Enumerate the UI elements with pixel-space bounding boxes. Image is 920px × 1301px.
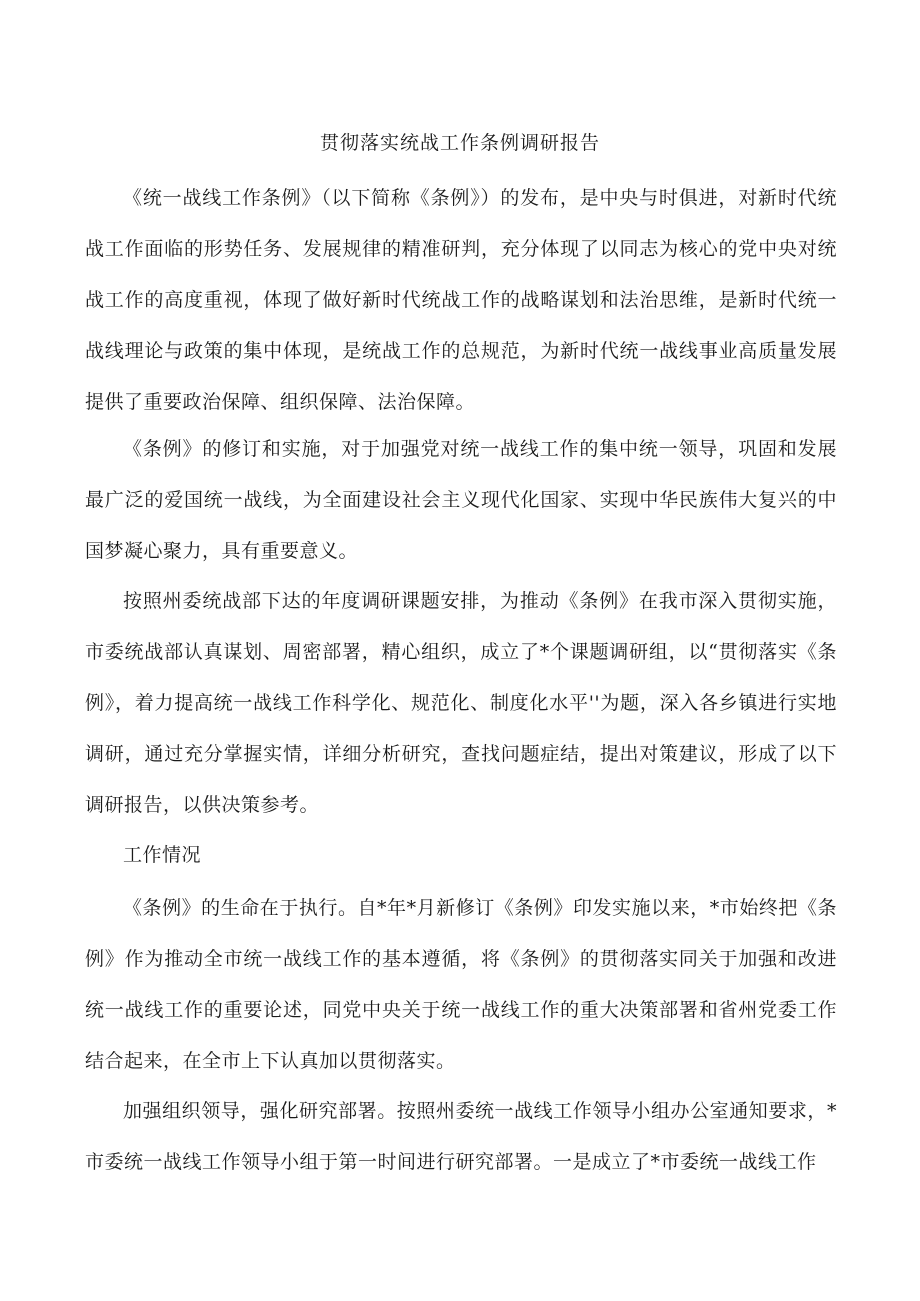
paragraph-research-arrangement: 按照州委统战部下达的年度调研课题安排，为推动《条例》在我市深入贯彻实施，市委统战部认真谋划、周密部署，精心组织，成立了*个课题调研组，以“贯彻落实《条例》，着力提高统一战线工作科学化、规范化、制度化水平''为题，深入各乡镇进行实地调研，通过充分掌握实情，详细分析研究，查找问题症结，提出对策建议，形成了以下调研报告，以供决策参考。	[85, 590, 837, 816]
paragraph-organization-leadership: 加强组织领导，强化研究部署。按照州委统一战线工作领导小组办公室通知要求，*市委统一战线工作领导小组于第一时间进行研究部署。一是成立了*市委统一战线工作	[85, 1100, 837, 1173]
paragraph-implementation: 《条例》的生命在于执行。自*年*月新修订《条例》印发实施以来，*市始终把《条例》作为推动全市统一战线工作的基本遵循，将《条例》的贯彻落实同关于加强和改进统一战线工作的重要论述，同党中央关于统一战线工作的重大决策部署和省州党委工作结合起来，在全市上下认真加以贯彻落实。	[85, 897, 837, 1072]
paragraph-intro: 《统一战线工作条例》（以下简称《条例》）的发布，是中央与时俱进，对新时代统战工作面临的形势任务、发展规律的精准研判，充分体现了以同志为核心的党中央对统战工作的高度重视，体现了做好新时代统战工作的战略谋划和法治思维，是新时代统一战线理论与政策的集中体现，是统战工作的总规范，为新时代统一战线事业高质量发展提供了重要政治保障、组织保障、法治保障。	[85, 187, 837, 413]
section-heading-work-situation: 工作情况	[123, 844, 202, 866]
document-title: 贯彻落实统战工作条例调研报告	[319, 132, 600, 154]
paragraph-significance: 《条例》的修订和实施，对于加强党对统一战线工作的集中统一领导，巩固和发展最广泛的爱国统一战线，为全面建设社会主义现代化国家、实现中华民族伟大复兴的中国梦凝心聚力，具有重要意义。	[85, 438, 837, 562]
